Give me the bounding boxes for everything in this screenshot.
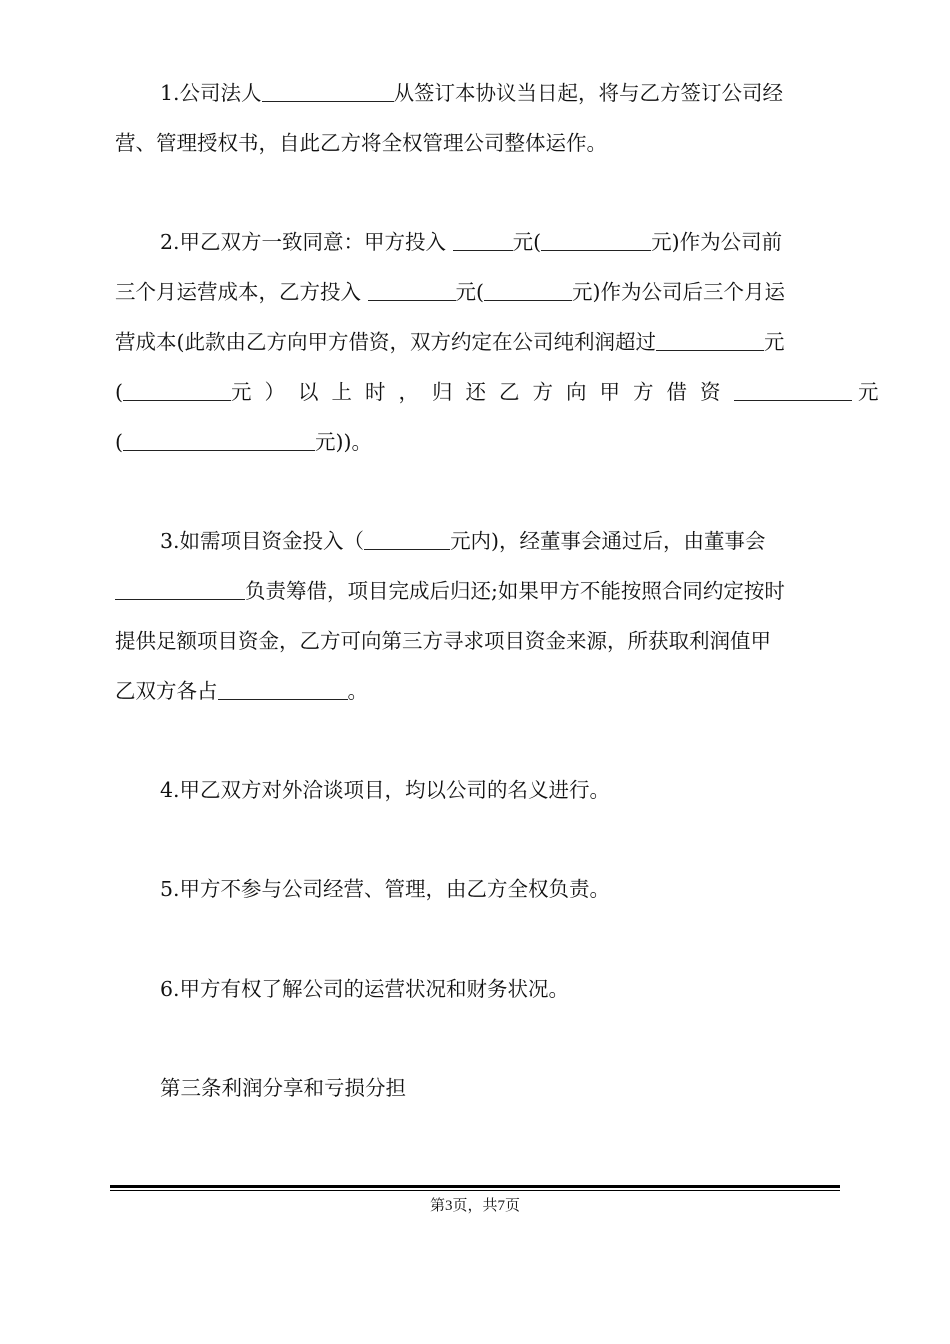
blank-profit-threshold bbox=[656, 330, 764, 351]
item-2-text-k: 元 bbox=[858, 380, 879, 404]
item-2-text-h: 元 bbox=[764, 330, 785, 354]
item-2-line-2 bbox=[115, 277, 839, 307]
item-3-line-2 bbox=[115, 576, 839, 606]
item-2-text-b: 元( bbox=[512, 230, 542, 254]
item-3-text-d: 提供足额项目资金，乙方可向第三方寻求项目资金来源，所获取利润值甲 bbox=[115, 629, 771, 653]
item-3-text-a: 3.如需项目资金投入（ bbox=[160, 529, 365, 553]
item-2-text-l: ( bbox=[115, 430, 123, 454]
item-1-text-a: 1.公司法人 bbox=[160, 81, 262, 105]
blank-project-fund bbox=[364, 529, 450, 550]
item-2-line-1 bbox=[160, 227, 840, 257]
item-1-text-c: 营、管理授权书，自此乙方将全权管理公司整体运作。 bbox=[115, 131, 607, 155]
item-2-line-4 bbox=[115, 377, 879, 407]
blank-profit-threshold-words bbox=[123, 380, 231, 401]
item-3-line-1 bbox=[160, 526, 840, 556]
blank-legal-person bbox=[262, 81, 394, 102]
item-1-line-1 bbox=[160, 78, 840, 108]
page-number: 第3页，共7页 bbox=[429, 1198, 520, 1214]
item-5-text: 5.甲方不参与公司经营、管理，由乙方全权负责。 bbox=[160, 877, 611, 901]
blank-repay-amount bbox=[734, 380, 852, 401]
footer-rule-thin bbox=[110, 1190, 840, 1191]
item-2-line-3 bbox=[115, 327, 839, 357]
item-3-line-4 bbox=[115, 676, 839, 706]
item-2-line-5 bbox=[115, 427, 839, 457]
blank-responsible-party bbox=[115, 579, 245, 600]
item-4 bbox=[160, 775, 840, 805]
item-2-text-g: 营成本(此款由乙方向甲方借资，双方约定在公司纯利润超过 bbox=[115, 330, 656, 354]
item-2-text-j: 元）以上时，归还乙方向甲方借资 bbox=[231, 380, 734, 404]
blank-repay-amount-words bbox=[123, 430, 315, 451]
item-4-text: 4.甲乙双方对外洽谈项目，均以公司的名义进行。 bbox=[160, 778, 611, 802]
item-3-text-e: 乙双方各占 bbox=[115, 679, 218, 703]
blank-profit-share bbox=[218, 679, 348, 700]
footer-rule-thick bbox=[110, 1185, 840, 1188]
item-2-text-c: 元)作为公司前 bbox=[651, 230, 783, 254]
item-2-text-d: 三个月运营成本，乙方投入 bbox=[115, 280, 361, 304]
item-2-text-i: ( bbox=[115, 380, 123, 404]
item-5 bbox=[160, 874, 840, 904]
item-2-text-m: 元))。 bbox=[315, 430, 372, 454]
item-3-text-b: 元内)，经董事会通过后，由董事会 bbox=[450, 529, 766, 553]
item-6-text: 6.甲方有权了解公司的运营状况和财务状况。 bbox=[160, 977, 570, 1001]
section-heading-text: 第三条利润分享和亏损分担 bbox=[160, 1076, 406, 1100]
item-2-text-e: 元( bbox=[455, 280, 485, 304]
item-1-line-2 bbox=[115, 128, 839, 158]
item-3-text-f: 。 bbox=[347, 679, 368, 703]
section-heading bbox=[160, 1073, 840, 1103]
item-3-text-c: 负责筹借，项目完成后归还;如果甲方不能按照合同约定按时 bbox=[245, 579, 785, 603]
item-1-text-b: 从签订本协议当日起，将与乙方签订公司经 bbox=[393, 81, 784, 105]
blank-party-b-amount bbox=[368, 280, 456, 301]
item-6 bbox=[160, 974, 840, 1004]
item-3-line-3 bbox=[115, 626, 839, 656]
item-2-text-f: 元)作为公司后三个月运 bbox=[572, 280, 786, 304]
blank-party-a-amount bbox=[453, 230, 513, 251]
blank-party-a-amount-words bbox=[541, 230, 651, 251]
blank-party-b-amount-words bbox=[484, 280, 572, 301]
item-2-text-a: 2.甲乙双方一致同意：甲方投入 bbox=[160, 230, 447, 254]
